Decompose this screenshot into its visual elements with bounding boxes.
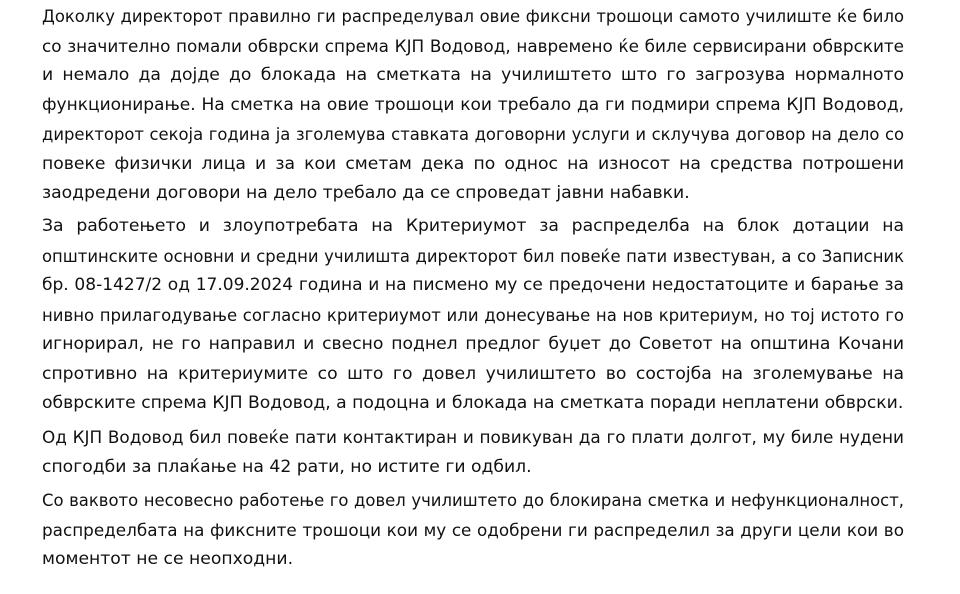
paragraph-line: функционирање. На сметка на овие трошоци кои требало да ги подмири спрема КЈП Водовод, <box>42 94 904 115</box>
paragraph-line: општинските основни и средни училишта директорот бил повеќе пати известуван, а со Записник <box>42 246 904 266</box>
paragraph-line: со значително помали обврски спрема КЈП Водовод, навремено ќе биле сервисирани обврските <box>42 35 904 56</box>
paragraph-water-utility-contact <box>42 423 904 482</box>
paragraph-line: директорот секоја година ја зголемува ставката договорни услуги и склучува договор на дело со <box>42 125 904 144</box>
paragraph-line: заодредени договори на дело требало да се спроведат јавни набавки. <box>42 183 690 203</box>
paragraph-line: моментот не се неопходни. <box>42 549 294 569</box>
paragraph-line: нивно прилагодување согласно критериумот или донесување на нов критериум, но тој истото го <box>42 305 904 325</box>
paragraph-line: Доколку директорот правилно ги распределувал овие фиксни трошоци самото училиште ќе било <box>42 7 904 26</box>
paragraph-line: спротивно на критериумите со што го довел училиштето во состојба на зголемување на <box>42 363 904 384</box>
paragraph-line: За работењето и злоупотребата на Критериумот за распределба на блок дотации на <box>42 216 904 236</box>
paragraph-line: Со ваквото несовесно работење го довел училиштето до блокирана сметка и нефункционалност, <box>42 491 904 510</box>
paragraph-fixed-costs <box>42 2 904 209</box>
paragraph-line: игнорирал, не го направил и свесно поднел предлог буџет до Советот на општина Кочани <box>42 334 904 354</box>
paragraph-line: обврските спрема КЈП Водовод, а подоцна и блокада на сметката поради неплатени обврски. <box>42 393 904 413</box>
paragraph-conclusion <box>42 486 904 575</box>
paragraph-line: повеке физички лица и за кои сметам дека по однос на износот на средства потрошени <box>42 153 904 174</box>
paragraph-line: спогодби за плаќање на 42 рати, но истите ги одбил. <box>42 456 532 477</box>
paragraph-line: бр. 08-1427/2 од 17.09.2024 година и на писмено му се предочени недостатоците и барање за <box>42 275 904 295</box>
paragraph-line: и немало да дојде до блокада на сметката на училиштето што го загрозува нормалното <box>42 65 904 85</box>
paragraph-line: Од КЈП Водовод бил повеќе пати контактиран и повикуван да го плати долгот, му биле нудени <box>42 427 904 447</box>
paragraph-criterion-abuse <box>42 212 904 419</box>
paragraph-line: распределбата на фиксните трошоци кои му се одобрени ги распределил за други цели кои во <box>42 519 904 540</box>
